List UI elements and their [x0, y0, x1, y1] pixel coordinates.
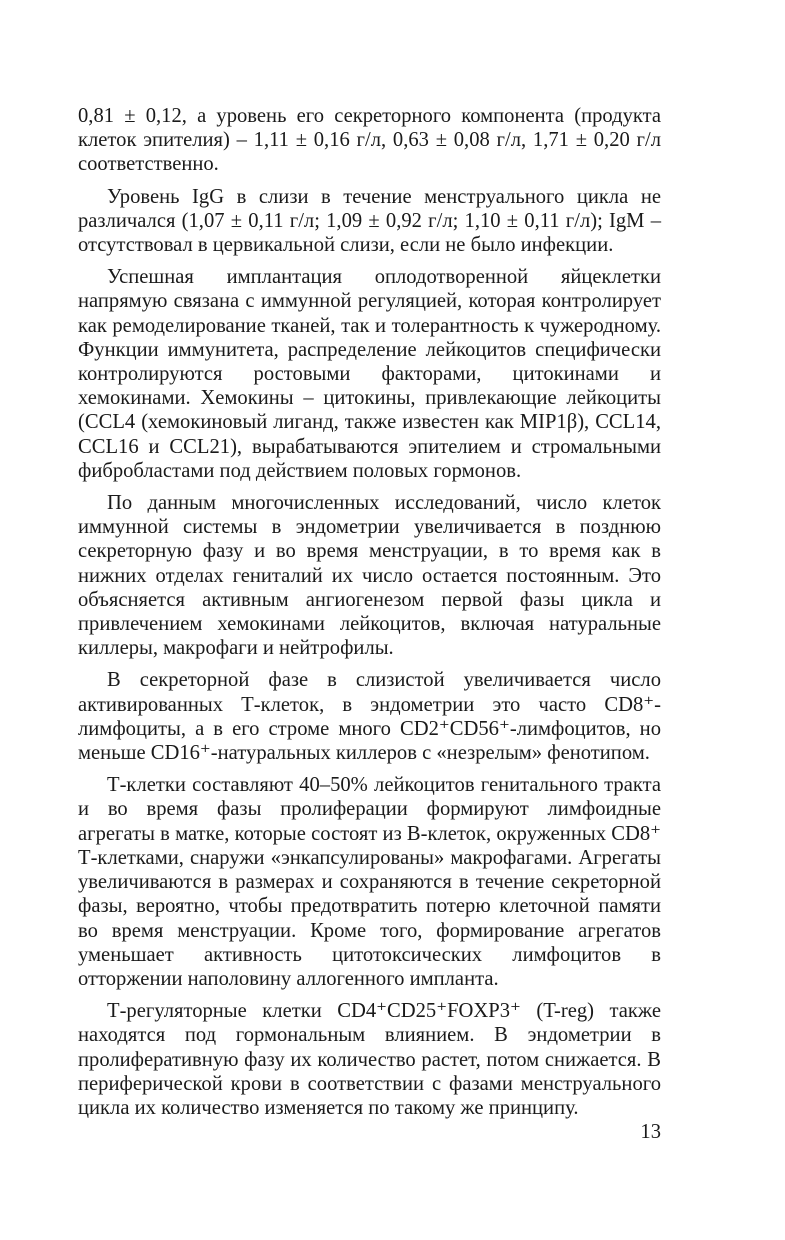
paragraph-2: Уровень IgG в слизи в течение менструального цикла не различался (1,07 ± 0,11 г/л; 1,09 ± 0,92 г/л; 1,10 ± 0,11 г/л); IgM – отсутствовал в цервикальной слизи, если не было инфекции. [78, 185, 661, 257]
paragraph-6: Т-клетки составляют 40–50% лейкоцитов генитального тракта и во время фазы пролиферации формируют лимфоидные агрегаты в матке, которые состоят из В-клеток, окруженных CD8⁺ Т-клетками, снаружи «энкапсулированы» макрофагами. Агрегаты увеличиваются в размерах и сохраняются в течение секреторной фазы, вероятно, чтобы предотвратить потерю клеточной памяти во время менструации. Кроме того, формирование агрегатов уменьшает активность цитотоксических лимфоцитов в отторжении наполовину аллогенного импланта. [78, 774, 661, 990]
page-body [78, 104, 661, 1128]
paragraph-4: По данным многочисленных исследований, число клеток иммунной системы в эндометрии увеличивается в позднюю секреторную фазу и во время менструации, в то время как в нижних отделах гениталий их число остается постоянным. Это объясняется активным ангиогенезом первой фазы цикла и привлечением хемокинами лейкоцитов, включая натуральные киллеры, макрофаги и нейтрофилы. [78, 492, 661, 660]
paragraph-3: Успешная имплантация оплодотворенной яйцеклетки напрямую связана с иммунной регуляцией, которая контролирует как ремоделирование тканей, так и толерантность к чужеродному. Функции иммунитета, распределение лейкоцитов специфически контролируются ростовыми факторами, цитокинами и хемокинами. Хемокины – цитокины, привлекающие лейкоциты (CCL4 (хемокиновый лиганд, также известен как MIP1β), CCL14, CCL16 и CCL21), вырабатываются эпителием и стромальными фибробластами под действием половых гормонов. [78, 266, 661, 482]
paragraph-5: В секреторной фазе в слизистой увеличивается число активированных Т-клеток, в эндометрии это часто CD8⁺-лимфоциты, а в его строме много CD2⁺CD56⁺-лимфоцитов, но меньше CD16⁺-натуральных киллеров с «незрелым» фенотипом. [78, 669, 661, 765]
page-number: 13 [640, 1121, 661, 1143]
paragraph-1: 0,81 ± 0,12, а уровень его секреторного компонента (продукта клеток эпителия) – 1,11 ± 0,16 г/л, 0,63 ± 0,08 г/л, 1,71 ± 0,20 г/л соответственно. [78, 105, 661, 176]
paragraph-7: Т-регуляторные клетки CD4⁺CD25⁺FOXP3⁺ (T-reg) также находятся под гормональным влиянием. В эндометрии в пролиферативную фазу их количество растет, потом снижается. В периферической крови в соответствии с фазами менструального цикла их количество изменяется по такому же принципу. [78, 1000, 661, 1119]
